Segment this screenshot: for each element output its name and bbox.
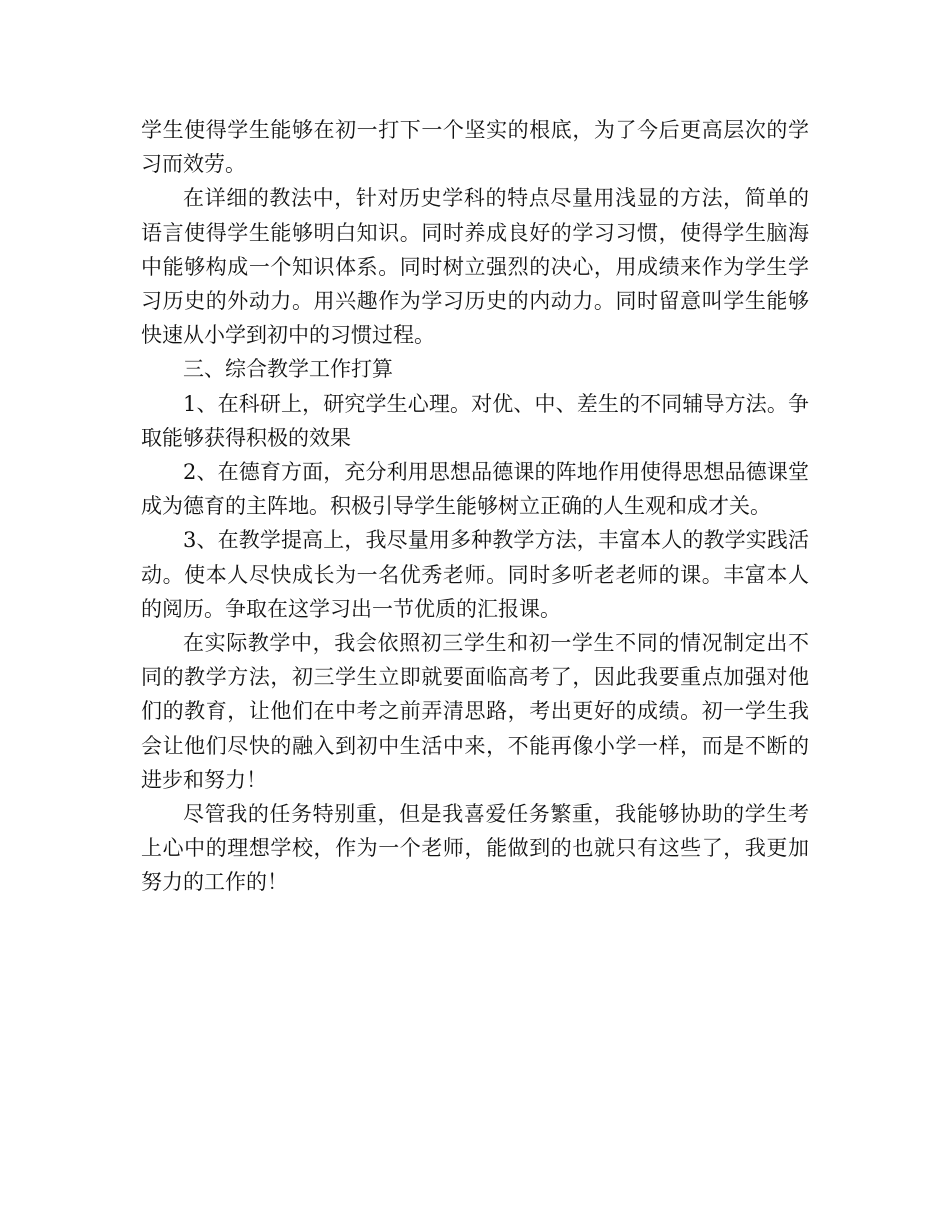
- list-item-teaching-improvement: 3、在教学提高上，我尽量用多种教学方法，丰富本人的教学实践活动。使本人尽快成长为一名优秀老师。同时多听老老师的课。丰富本人的阅历。争取在这学习出一节优质的汇报课。: [141, 528, 809, 621]
- paragraph-practical-teaching: 在实际教学中，我会依照初三学生和初一学生不同的情况制定出不同的教学方法，初三学生立即就要面临高考了，因此我要重点加强对他们的教育，让他们在中考之前弄清思路，考出更好的成绩。初一学生我会让他们尽快的融入到初中生活中来，不能再像小学一样，而是不断的进步和努力！: [141, 631, 809, 792]
- paragraph-closing: 尽管我的任务特别重，但是我喜爱任务繁重，我能够协助的学生考上心中的理想学校，作为一个老师，能做到的也就只有这些了，我更加努力的工作的！: [141, 802, 809, 895]
- section-heading-plan: 三、综合教学工作打算: [183, 357, 393, 382]
- document-body: [141, 113, 809, 900]
- list-item-moral-education: 2、在德育方面，充分利用思想品德课的阵地作用使得思想品德课堂成为德育的主阵地。积极引导学生能够树立正确的人生观和成才关。: [141, 460, 809, 519]
- list-item-research: 1、在科研上，研究学生心理。对优、中、差生的不同辅导方法。争取能够获得积极的效果: [141, 391, 809, 450]
- paragraph-teaching-method: 在详细的教法中，针对历史学科的特点尽量用浅显的方法，简单的语言使得学生能够明白知识。同时养成良好的学习习惯，使得学生脑海中能够构成一个知识体系。同时树立强烈的决心，用成绩来作为学生学习历史的外动力。用兴趣作为学习历史的内动力。同时留意叫学生能够快速从小学到初中的习惯过程。: [141, 186, 809, 348]
- paragraph-continuation: 学生使得学生能够在初一打下一个坚实的根底，为了今后更高层次的学习而效劳。: [141, 118, 809, 177]
